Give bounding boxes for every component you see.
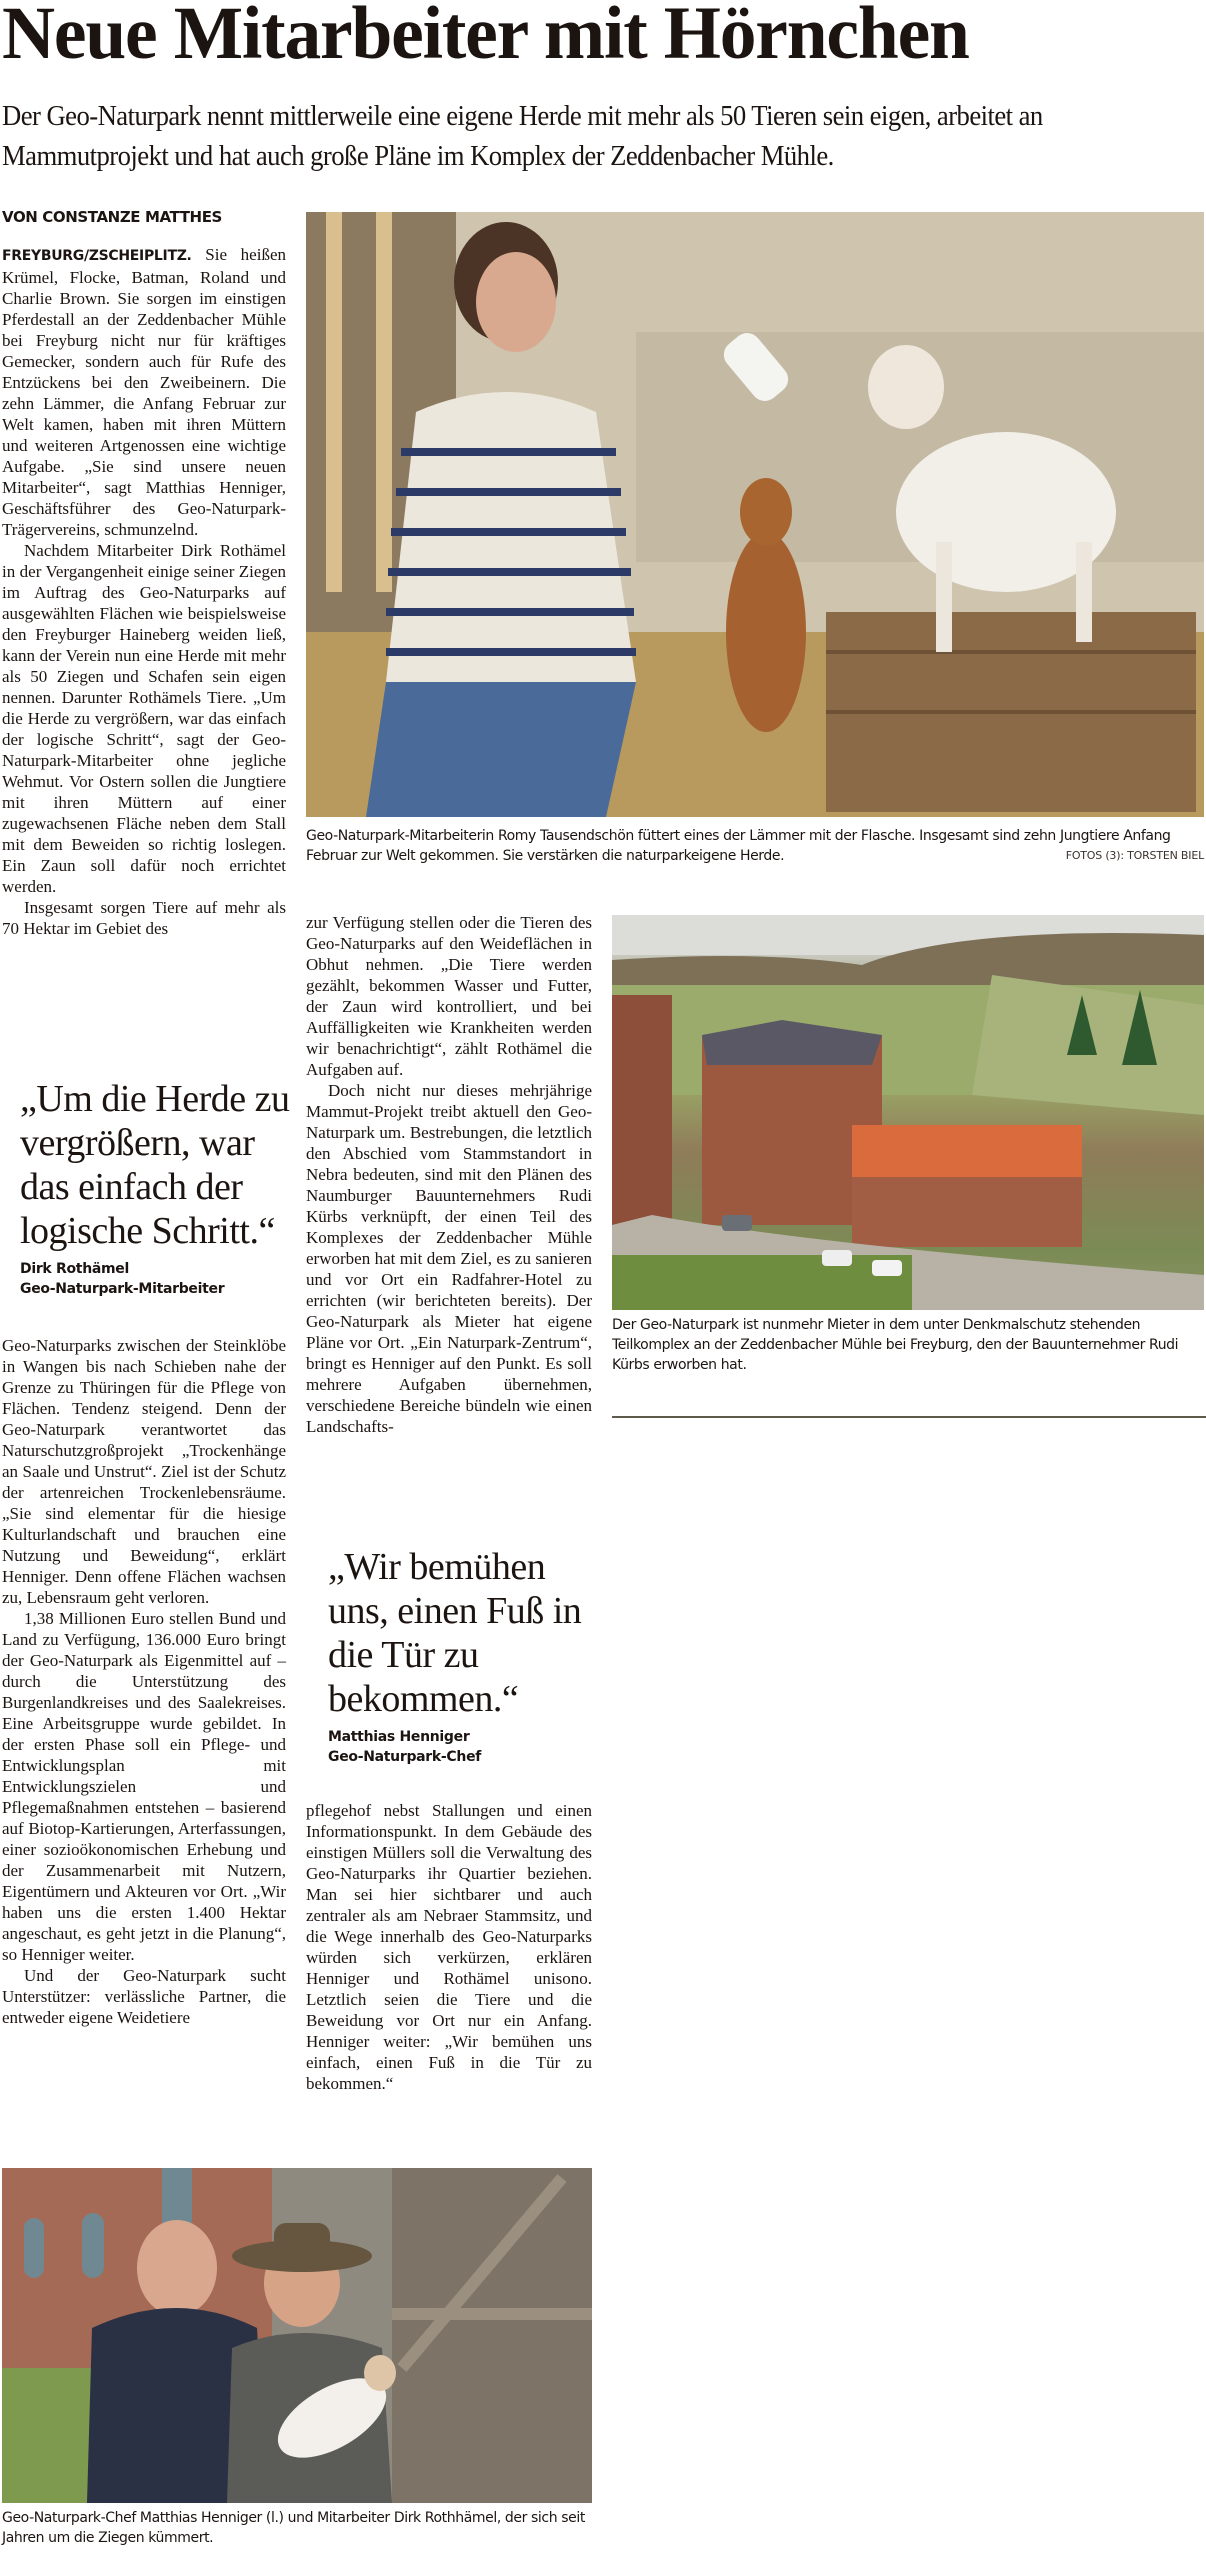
paragraph: pflegehof nebst Stallungen und einen Informationspunkt. In dem Gebäude des einstigen Müllers soll die Verwaltung des Geo-Naturparks ihr Quartier beziehen. Man sei hier sichtbarer und auch zentraler als am Nebraer Stammsitz, und die Wege innerhalb des Geo-Naturparks würden sich verkürzen, erklären Henniger und Rothämel unisono. Letztlich seien die Tiere und die Beweidung vor Ort nur ein Anfang. Henniger weiter: „Wir bemühen uns einfach, einen Fuß in die Tür zu bekommen.“ xyxy=(306,1801,592,2093)
pull-quote-text: „Um die Herde zu vergrößern, war das einfach der logische Schritt.“ xyxy=(20,1078,290,1252)
caption-text: Geo-Naturpark-Mitarbeiterin Romy Tausendschön füttert eines der Lämmer mit der Flasche. Insgesamt sind zehn Jungtiere Anfang Februar zur Welt gekommen. Sie verstärken die naturparkeigene Herde. xyxy=(306,828,1171,864)
pull-quote xyxy=(328,1545,608,1767)
paragraph: Nachdem Mitarbeiter Dirk Rothämel in der Vergangenheit einige seiner Ziegen im Auftrag des Geo-Naturparks auf ausgewählten Flächen wie beispielsweise den Freyburger Haineberg weiden ließ, kann der Verein nun eine Herde mit mehr als 50 Ziegen und Schafen sein eigen nennen. Darunter Rothämels Tiere. „Um die Herde zu vergrößern, war das einfach der logische Schritt“, sagt der Geo-Naturpark-Mitarbeiter ohne jegliche Wehmut. Vor Ostern sollen die Jungtiere mit ihren Müttern auf einer zugewachsenen Fläche neben dem Stall mit dem Beweiden so richtig loslegen. Ein Zaun soll dafür noch errichtet werden. xyxy=(2,541,286,896)
quote-author-role: Geo-Naturpark-Mitarbeiter xyxy=(20,1281,225,1297)
photo-caption-2: Der Geo-Naturpark ist nunmehr Mieter in dem unter Denkmalschutz stehenden Teilkomplex an der Zeddenbacher Mühle bei Freyburg, den der Bauunternehmer Rudi Kürbs erworben hat. xyxy=(612,1317,1179,1373)
photo-goat-feeding-illustration xyxy=(306,212,1204,817)
paragraph: Doch nicht nur dieses mehrjährige Mammut-Projekt treibt aktuell den Geo-Naturpark um. Bestrebungen, die letztlich den Abschied vom Stammstandort in Nebra bedeuten, sind mit den Plänen des Naumburger Bauunternehmers Rudi Kürbs verknüpft, der einen Teil des Komplexes der Zeddenbacher Mühle erworben hat mit dem Ziel, es zu sanieren und vor Ort ein Radfahrer-Hotel zu errichten (wir berichteten bereits). Der Geo-Naturpark als Mieter hat eigene Pläne vor Ort. „Ein Naturpark-Zentrum“, bringt es Henniger auf den Punkt. Es soll mehrere Aufgaben übernehmen, verschiedene Bereiche bündeln wie einen Landschafts- xyxy=(306,1081,592,1436)
pull-quote-text: „Wir bemühen uns, einen Fuß in die Tür zu bekommen.“ xyxy=(328,1546,582,1720)
pull-quote xyxy=(20,1077,300,1299)
column-1-bottom xyxy=(2,1335,286,2028)
column-2-bottom xyxy=(306,1800,592,2094)
paragraph xyxy=(2,244,286,540)
photo-mill-aerial-illustration xyxy=(612,915,1204,1310)
photo-caption-3: Geo-Naturpark-Chef Matthias Henniger (l.) und Mitarbeiter Dirk Rothhämel, der sich seit Jahren um die Ziegen kümmert. xyxy=(2,2510,585,2546)
pull-quote-attribution xyxy=(20,1259,300,1299)
column-2-top xyxy=(306,912,592,1437)
quote-author-name: Dirk Rothämel xyxy=(20,1261,129,1277)
paragraph: Insgesamt sorgen Tiere auf mehr als 70 Hektar im Gebiet des xyxy=(2,898,286,938)
photo-caption-1 xyxy=(306,826,1204,866)
paragraph: 1,38 Millionen Euro stellen Bund und Land zu Verfügung, 136.000 Euro bringt der Geo-Naturpark als Eigenmittel auf – durch die Unterstützung des Burgenlandkreises und des Saalekreises. Eine Arbeitsgruppe wurde gebildet. In der ersten Phase soll ein Pflege- und Entwicklungsplan mit Entwicklungszielen und Pflegemaßnahmen entstehen – basierend auf Biotop-Kartierungen, Arterfassungen, einer sozioökonomischen Erhebung und der Zusammenarbeit mit Nutzern, Eigentümern und Akteuren vor Ort. „Wir haben uns die ersten 1.400 Hektar angeschaut, es geht jetzt in die Planung“, so Henniger weiter. xyxy=(2,1609,286,1964)
paragraph: Und der Geo-Naturpark sucht Unterstützer: verlässliche Partner, die entweder eigene Weidetiere xyxy=(2,1966,286,2027)
column-1-top xyxy=(2,244,286,939)
photo-henniger-rothaemel xyxy=(2,2168,592,2503)
quote-author-name: Matthias Henniger xyxy=(328,1729,470,1745)
paragraph: Geo-Naturparks zwischen der Steinklöbe in Wangen bis nach Schieben nahe der Grenze zu Thüringen für die Pflege von Flächen. Tendenz steigend. Denn der Geo-Naturpark verantwortet das Naturschutzgroßprojekt „Trockenhänge an Saale und Unstrut“. Ziel ist der Schutz der artenreichen Trockenlebensräume. „Sie sind elementar für die hiesige Kulturlandschaft und brauchen eine Nutzung und Beweidung“, erklärt Henniger. Denn offene Flächen wachsen zu, Lebensraum geht verloren. xyxy=(2,1336,286,1607)
photo-zeddenbacher-muehle xyxy=(612,915,1204,1310)
paragraph: zur Verfügung stellen oder die Tieren des Geo-Naturparks auf den Weideflächen in Obhut nehmen. „Die Tiere werden gezählt, bekommen Wasser und Futter, der Zaun wird kontrolliert, und bei Auffälligkeiten wie Krankheiten werden wir benachrichtigt“, zählt Rothämel die Aufgaben auf. xyxy=(306,913,592,1079)
subhead-text: Der Geo-Naturpark nennt mittlerweile eine eigene Herde mit mehr als 50 Tieren sein eigen, arbeitet an Mammutprojekt und hat auch große Pläne im Komplex der Zeddenbacher Mühle. xyxy=(2,100,1043,172)
paragraph-text: Sie heißen Krümel, Flocke, Batman, Roland und Charlie Brown. Sie sorgen im einstigen Pferdestall an der Zeddenbacher Mühle bei Freyburg nicht nur für kräftiges Gemecker, sondern auch für Rufe des Entzückens bei den Zweibeinern. Die zehn Lämmer, die Anfang Februar zur Welt kamen, haben mit ihren Müttern und weiteren Artgenossen eine wichtige Aufgabe. „Sie sind unsere neuen Mitarbeiter“, sagt Matthias Henniger, Geschäftsführer des Geo-Naturpark-Trägervereins, schmunzelnd. xyxy=(2,245,286,539)
headline: Neue Mitarbeiter mit Hörnchen xyxy=(2,0,969,75)
byline: VON CONSTANZE MATTHES xyxy=(2,208,222,226)
subheadline xyxy=(2,96,1106,176)
photo-credit: FOTOS (3): TORSTEN BIEL xyxy=(1065,849,1204,862)
photo-two-men-goat-illustration xyxy=(2,2168,592,2503)
pull-quote-attribution xyxy=(328,1727,608,1767)
quote-author-role: Geo-Naturpark-Chef xyxy=(328,1749,482,1765)
divider-rule xyxy=(612,1416,1206,1418)
dateline: FREYBURG/ZSCHEIPLITZ. xyxy=(2,248,192,264)
photo-goat-feeding xyxy=(306,212,1204,817)
